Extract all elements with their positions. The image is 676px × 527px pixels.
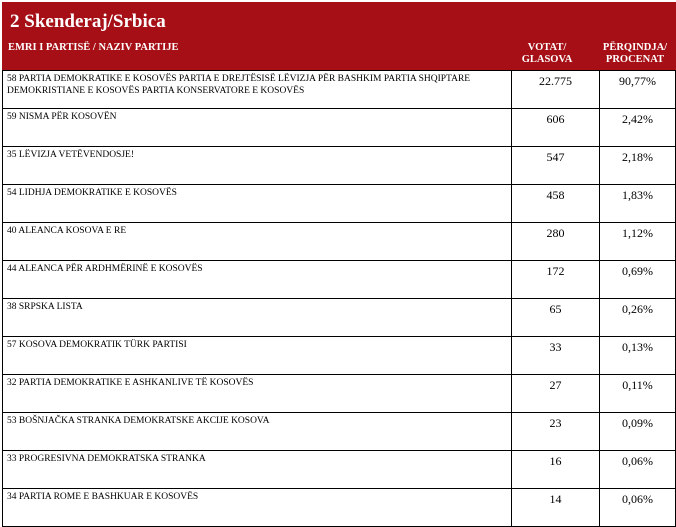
table-row <box>3 185 676 223</box>
party-name-cell: 35 LËVIZJA VETËVENDOSJE! <box>3 147 512 185</box>
party-name-cell: 58 PARTIA DEMOKRATIKE E KOSOVËS PARTIA E DREJTËSISË LËVIZJA PËR BASHKIM PARTIA SHQIPTARE DEMOKRISTIANE E KOSOVËS PARTIA KONSERVATORE E KOSOVËS <box>3 71 512 109</box>
votes-cell: 65 <box>512 299 600 337</box>
party-name-cell: 38 SRPSKA LISTA <box>3 299 512 337</box>
table-row <box>3 413 676 451</box>
table-row <box>3 147 676 185</box>
votes-cell: 458 <box>512 185 600 223</box>
percent-cell: 2,42% <box>600 109 676 147</box>
percent-cell: 0,06% <box>600 451 676 489</box>
party-column-header: EMRI I PARTISË / NAZIV PARTIJE <box>8 42 179 53</box>
party-name-cell: 54 LIDHJA DEMOKRATIKE E KOSOVËS <box>3 185 512 223</box>
percent-cell: 2,18% <box>600 147 676 185</box>
page-title: 2 Skenderaj/Srbica <box>10 11 166 32</box>
percent-cell: 0,06% <box>600 489 676 527</box>
results-table <box>2 70 676 527</box>
votes-cell: 22.775 <box>512 71 600 109</box>
table-row <box>3 261 676 299</box>
table-row <box>3 451 676 489</box>
votes-cell: 23 <box>512 413 600 451</box>
votes-cell: 16 <box>512 451 600 489</box>
table-row <box>3 489 676 527</box>
party-name-cell: 44 ALEANCA PËR ARDHMËRINË E KOSOVËS <box>3 261 512 299</box>
party-name-cell: 53 BOŠNJAČKA STRANKA DEMOKRATSKE AKCIJE KOSOVA <box>3 413 512 451</box>
votes-cell: 280 <box>512 223 600 261</box>
party-name-cell: 40 ALEANCA KOSOVA E RE <box>3 223 512 261</box>
percent-cell: 0,13% <box>600 337 676 375</box>
table-row <box>3 109 676 147</box>
votes-cell: 33 <box>512 337 600 375</box>
party-name-cell: 32 PARTIA DEMOKRATIKE E ASHKANLIVE TË KOSOVËS <box>3 375 512 413</box>
votes-cell: 172 <box>512 261 600 299</box>
party-name-cell: 57 KOSOVA DEMOKRATIK TÜRK PARTISI <box>3 337 512 375</box>
votes-cell: 547 <box>512 147 600 185</box>
percent-cell: 0,69% <box>600 261 676 299</box>
results-header <box>2 2 676 70</box>
percent-cell: 0,26% <box>600 299 676 337</box>
table-row <box>3 223 676 261</box>
percent-cell: 90,77% <box>600 71 676 109</box>
table-row <box>3 375 676 413</box>
percent-cell: 1,83% <box>600 185 676 223</box>
votes-cell: 27 <box>512 375 600 413</box>
table-row <box>3 299 676 337</box>
party-name-cell: 59 NISMA PËR KOSOVËN <box>3 109 512 147</box>
party-name-cell: 34 PARTIA ROME E BASHKUAR E KOSOVËS <box>3 489 512 527</box>
percent-cell: 0,11% <box>600 375 676 413</box>
votes-cell: 14 <box>512 489 600 527</box>
results-page <box>2 2 676 527</box>
table-row <box>3 71 676 109</box>
votes-cell: 606 <box>512 109 600 147</box>
percent-cell: 1,12% <box>600 223 676 261</box>
table-row <box>3 337 676 375</box>
votes-column-header: VOTAT/ GLASOVA <box>521 42 573 65</box>
party-name-cell: 33 PROGRESIVNA DEMOKRATSKA STRANKA <box>3 451 512 489</box>
percent-cell: 0,09% <box>600 413 676 451</box>
percent-column-header: PËRQINDJA/ PROCENAT <box>602 42 668 65</box>
